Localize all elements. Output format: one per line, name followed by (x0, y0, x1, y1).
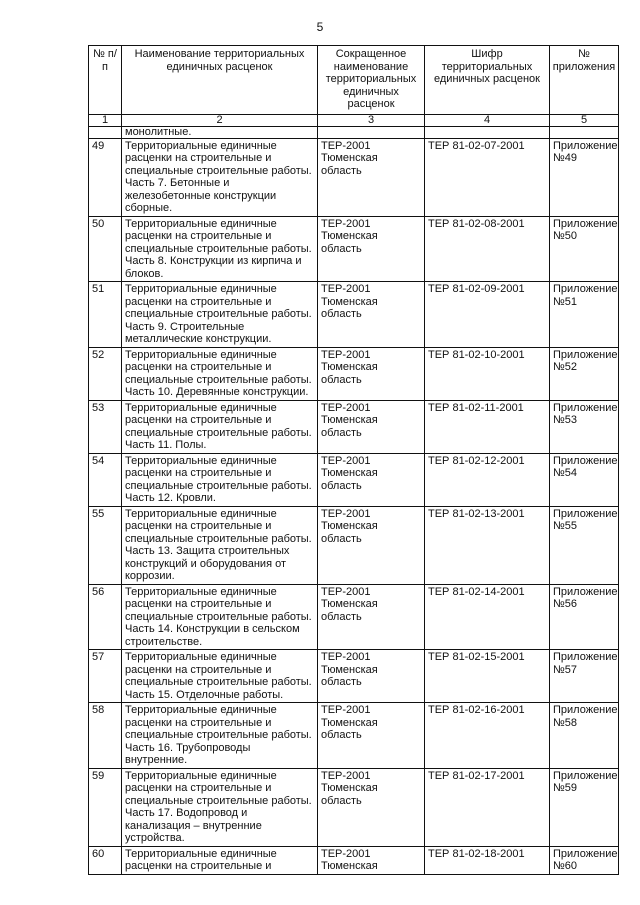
row-appendix: Приложение №53 (550, 400, 619, 453)
row-short-name: ТЕР-2001 Тюменская (318, 846, 425, 874)
row-code: ТЕР 81-02-13-2001 (425, 506, 550, 584)
table-row (89, 400, 619, 453)
row-code: ТЕР 81-02-07-2001 (425, 138, 550, 216)
row-appendix: Приложение №58 (550, 703, 619, 769)
tariff-table (88, 45, 619, 875)
row-name: Территориальные единичные расценки на строительные и специальные строительные работы. Часть 17. Водопровод и канализация – внутренние устройства. (122, 768, 318, 846)
row-appendix: Приложение №55 (550, 506, 619, 584)
row-appendix: Приложение №56 (550, 584, 619, 650)
column-number-row (89, 114, 619, 126)
table-row (89, 584, 619, 650)
continuation-empty-cell (425, 126, 550, 138)
column-number: 3 (318, 114, 425, 126)
table-row (89, 703, 619, 769)
row-name: Территориальные единичные расценки на строительные и специальные строительные работы. Часть 12. Кровли. (122, 453, 318, 506)
table-row (89, 846, 619, 874)
row-name: Территориальные единичные расценки на строительные и специальные строительные работы. Часть 10. Деревянные конструкции. (122, 347, 318, 400)
header-code: Шифр территориальных единичных расценок (425, 46, 550, 115)
table-header-row (89, 46, 619, 115)
row-number: 55 (89, 506, 122, 584)
row-appendix: Приложение №52 (550, 347, 619, 400)
table-row (89, 506, 619, 584)
row-short-name: ТЕР-2001 Тюменская область (318, 347, 425, 400)
row-name: Территориальные единичные расценки на строительные и специальные строительные работы. Часть 13. Защита строительных конструкций и оборудования от коррозии. (122, 506, 318, 584)
row-short-name: ТЕР-2001 Тюменская область (318, 506, 425, 584)
table-row (89, 453, 619, 506)
row-appendix: Приложение №59 (550, 768, 619, 846)
row-code: ТЕР 81-02-08-2001 (425, 216, 550, 282)
continuation-empty-cell (318, 126, 425, 138)
row-number: 56 (89, 584, 122, 650)
header-short-name: Сокращенное наименование территориальных единичных расценок (318, 46, 425, 115)
table-row (89, 282, 619, 348)
row-short-name: ТЕР-2001 Тюменская область (318, 703, 425, 769)
row-short-name: ТЕР-2001 Тюменская область (318, 282, 425, 348)
row-appendix: Приложение №57 (550, 650, 619, 703)
row-number: 59 (89, 768, 122, 846)
row-name: Территориальные единичные расценки на строительные и (122, 846, 318, 874)
column-number: 5 (550, 114, 619, 126)
table-row (89, 216, 619, 282)
row-number: 54 (89, 453, 122, 506)
row-code: ТЕР 81-02-10-2001 (425, 347, 550, 400)
column-number: 4 (425, 114, 550, 126)
row-number: 57 (89, 650, 122, 703)
row-short-name: ТЕР-2001 Тюменская область (318, 453, 425, 506)
row-code: ТЕР 81-02-12-2001 (425, 453, 550, 506)
row-appendix: Приложение №49 (550, 138, 619, 216)
row-code: ТЕР 81-02-16-2001 (425, 703, 550, 769)
row-code: ТЕР 81-02-11-2001 (425, 400, 550, 453)
row-name: Территориальные единичные расценки на строительные и специальные строительные работы. Часть 16. Трубопроводы внутренние. (122, 703, 318, 769)
row-code: ТЕР 81-02-18-2001 (425, 846, 550, 874)
row-appendix: Приложение №54 (550, 453, 619, 506)
row-short-name: ТЕР-2001 Тюменская область (318, 650, 425, 703)
header-number: № п/п (89, 46, 122, 115)
row-name: Территориальные единичные расценки на строительные и специальные строительные работы. Часть 11. Полы. (122, 400, 318, 453)
table-row (89, 138, 619, 216)
row-number: 52 (89, 347, 122, 400)
row-name: Территориальные единичные расценки на строительные и специальные строительные работы. Часть 8. Конструкции из кирпича и блоков. (122, 216, 318, 282)
row-short-name: ТЕР-2001 Тюменская область (318, 584, 425, 650)
row-number: 50 (89, 216, 122, 282)
row-name: Территориальные единичные расценки на строительные и специальные строительные работы. Часть 14. Конструкции в сельском строительстве. (122, 584, 318, 650)
row-short-name: ТЕР-2001 Тюменская область (318, 400, 425, 453)
row-name: Территориальные единичные расценки на строительные и специальные строительные работы. Часть 7. Бетонные и железобетонные конструкции сборные. (122, 138, 318, 216)
table-row (89, 650, 619, 703)
column-number: 2 (122, 114, 318, 126)
row-code: ТЕР 81-02-17-2001 (425, 768, 550, 846)
row-number: 58 (89, 703, 122, 769)
column-number: 1 (89, 114, 122, 126)
row-code: ТЕР 81-02-09-2001 (425, 282, 550, 348)
continuation-row (89, 126, 619, 138)
row-short-name: ТЕР-2001 Тюменская область (318, 768, 425, 846)
row-short-name: ТЕР-2001 Тюменская область (318, 138, 425, 216)
row-number: 60 (89, 846, 122, 874)
table-row (89, 768, 619, 846)
continuation-empty-cell (550, 126, 619, 138)
row-appendix: Приложение №51 (550, 282, 619, 348)
page-number: 5 (316, 20, 324, 34)
row-code: ТЕР 81-02-15-2001 (425, 650, 550, 703)
row-short-name: ТЕР-2001 Тюменская область (318, 216, 425, 282)
continuation-text: монолитные. (122, 126, 318, 138)
row-code: ТЕР 81-02-14-2001 (425, 584, 550, 650)
continuation-num-cell (89, 126, 122, 138)
row-name: Территориальные единичные расценки на строительные и специальные строительные работы. Часть 15. Отделочные работы. (122, 650, 318, 703)
header-appendix: № приложения (550, 46, 619, 115)
row-number: 51 (89, 282, 122, 348)
row-name: Территориальные единичные расценки на строительные и специальные строительные работы. Часть 9. Строительные металлические конструкции. (122, 282, 318, 348)
table-row (89, 347, 619, 400)
header-name: Наименование территориальных единичных расценок (122, 46, 318, 115)
row-appendix: Приложение №50 (550, 216, 619, 282)
row-number: 49 (89, 138, 122, 216)
row-number: 53 (89, 400, 122, 453)
row-appendix: Приложение №60 (550, 846, 619, 874)
